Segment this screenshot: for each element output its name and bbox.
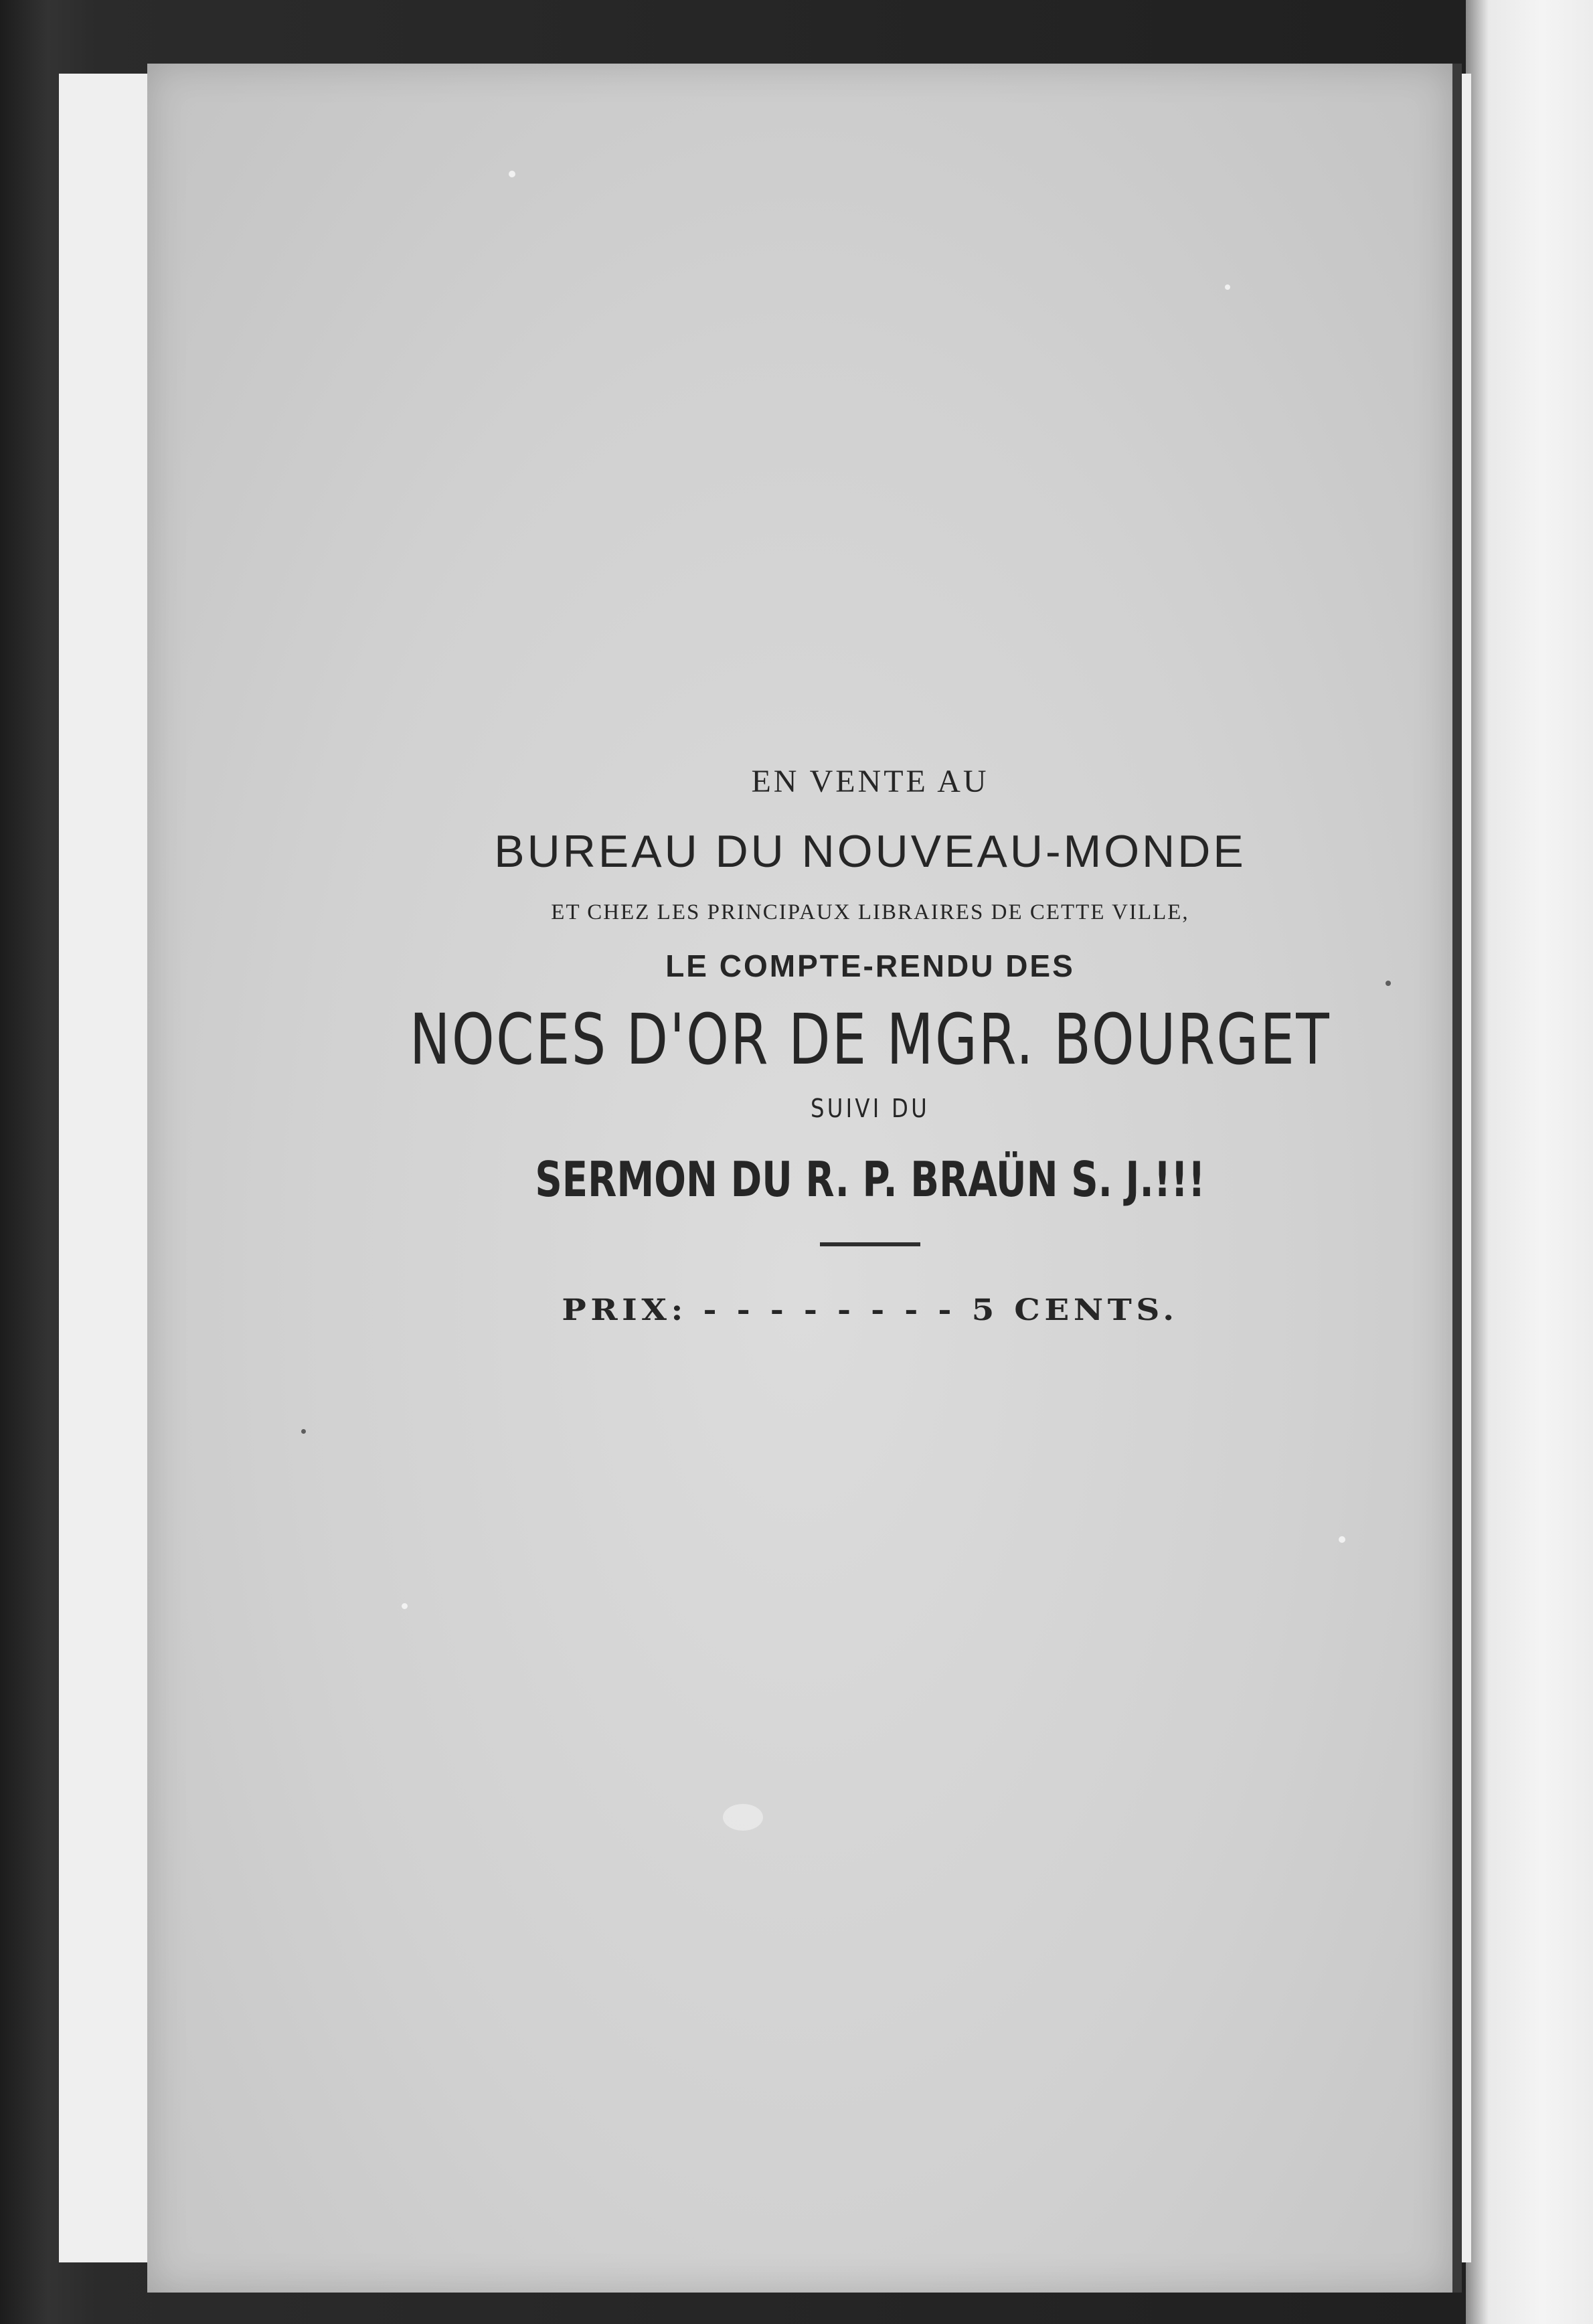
bureau-line: BUREAU DU NOUVEAU-MONDE <box>494 826 1246 877</box>
main-title: NOCES D'OR DE MGR. BOURGET <box>409 999 1331 1080</box>
adjacent-sheet <box>1466 0 1593 2324</box>
paper-speck <box>301 1429 306 1434</box>
paper-speck <box>723 1804 763 1831</box>
suivi-du-line: SUIVI DU <box>810 1094 930 1123</box>
paper-speck <box>1225 284 1230 290</box>
sermon-line: SERMON DU R. P. BRAÜN S. J.!!! <box>535 1151 1205 1208</box>
paper-speck <box>509 171 515 177</box>
en-vente-line: EN VENTE AU <box>751 764 989 799</box>
libraires-line: ET CHEZ LES PRINCIPAUX LIBRAIRES DE CETTE VILLE, <box>551 900 1189 924</box>
compte-rendu-line: LE COMPTE-RENDU DES <box>665 948 1075 983</box>
paper-speck <box>402 1603 408 1609</box>
cover-text <box>348 763 1392 1327</box>
price-line: PRIX: - - - - - - - - 5 CENTS. <box>562 1293 1179 1327</box>
divider-rule <box>820 1242 920 1246</box>
paper-speck <box>1339 1536 1345 1543</box>
